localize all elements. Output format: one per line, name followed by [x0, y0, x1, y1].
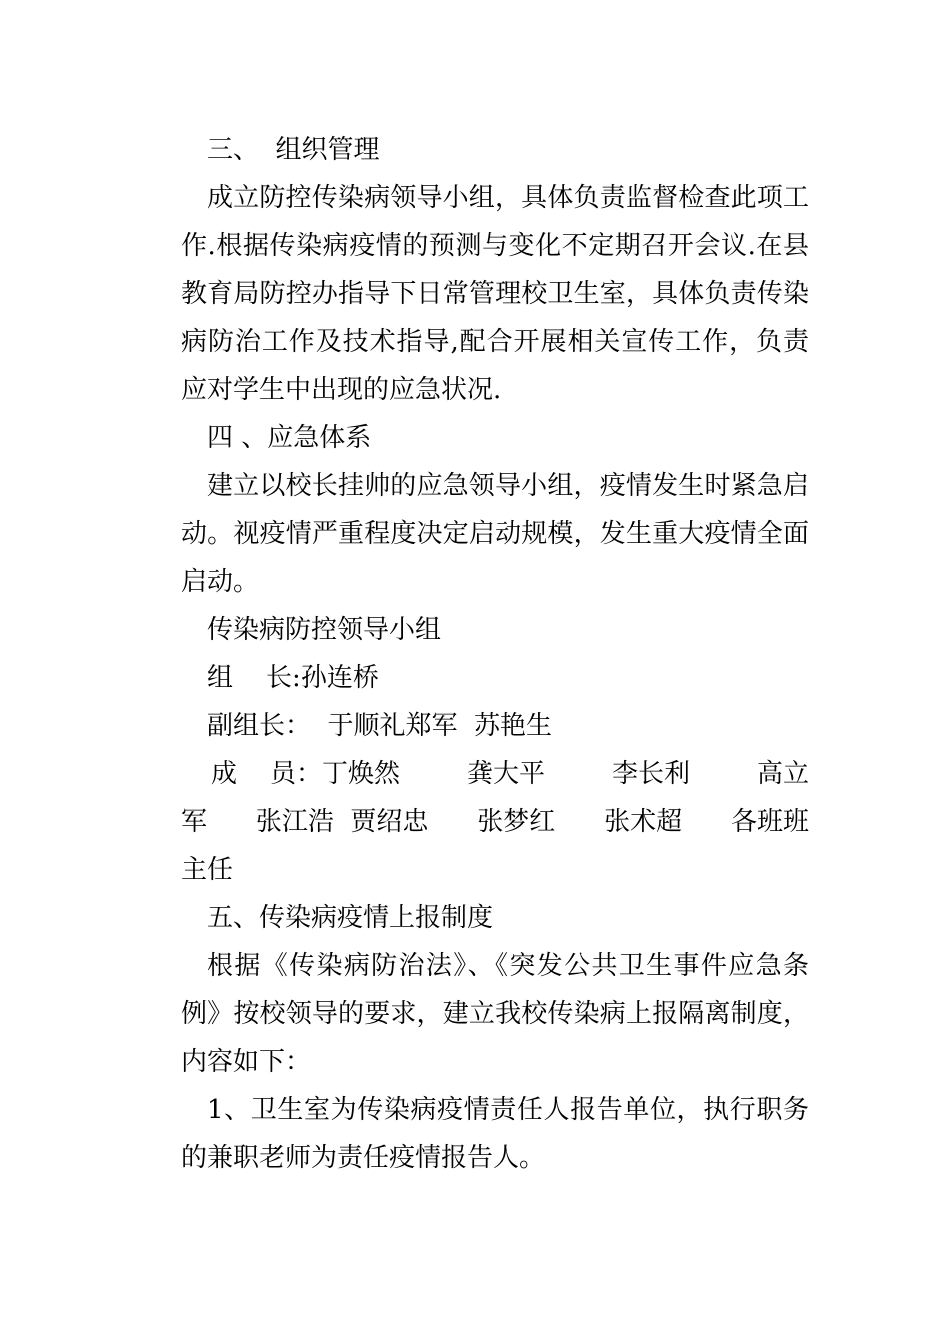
- members-line-3: 主任: [181, 855, 234, 885]
- member-name: 高立: [756, 759, 809, 789]
- member-name: 各班班: [730, 807, 809, 837]
- leadership-group-title: 传染病防控领导小组: [207, 615, 442, 645]
- member-name: 军: [181, 807, 208, 837]
- item-1-paragraph: 1、卫生室为传染病疫情责任人报告单位，执行职务的兼职老师为责任疫情报告人。: [181, 1095, 809, 1173]
- section-3-paragraph: 成立防控传染病领导小组，具体负责监督检查此项工作.根据传染病疫情的预测与变化不定期召开会议.在县教育局防控办指导下日常管理校卫生室，具体负责传染病防治工作及技术指导,配合开展相关宣传工作，负责应对学生中出现的应急状况.: [181, 183, 809, 405]
- member-name: 龚大平: [467, 759, 546, 789]
- members-label: 成 员：丁焕然: [211, 759, 401, 789]
- document-body: [181, 126, 809, 1182]
- section-5-heading: 五、传染病疫情上报制度: [207, 903, 494, 933]
- member-name: 张江浩 贾绍忠: [255, 807, 429, 837]
- deputy-leader-line: 副组长： 于顺礼郑军 苏艳生: [207, 711, 553, 741]
- section-4-heading: 四 、应急体系: [207, 423, 372, 453]
- member-name: 张术超: [604, 807, 683, 837]
- section-4-paragraph: 建立以校长挂帅的应急领导小组，疫情发生时紧急启动。视疫情严重程度决定启动规模，发生重大疫情全面启动。: [181, 471, 809, 597]
- section-5-paragraph: 根据《传染病防治法》、《突发公共卫生事件应急条例》按校领导的要求，建立我校传染病上报隔离制度，内容如下：: [181, 951, 809, 1077]
- members-line-1: [181, 750, 809, 798]
- group-leader-line: 组 长:孙连桥: [207, 663, 379, 693]
- section-3-heading: 三、 组织管理: [207, 135, 380, 165]
- member-name: 李长利: [611, 759, 690, 789]
- member-name: 张梦红: [477, 807, 556, 837]
- members-line-2: [181, 798, 809, 846]
